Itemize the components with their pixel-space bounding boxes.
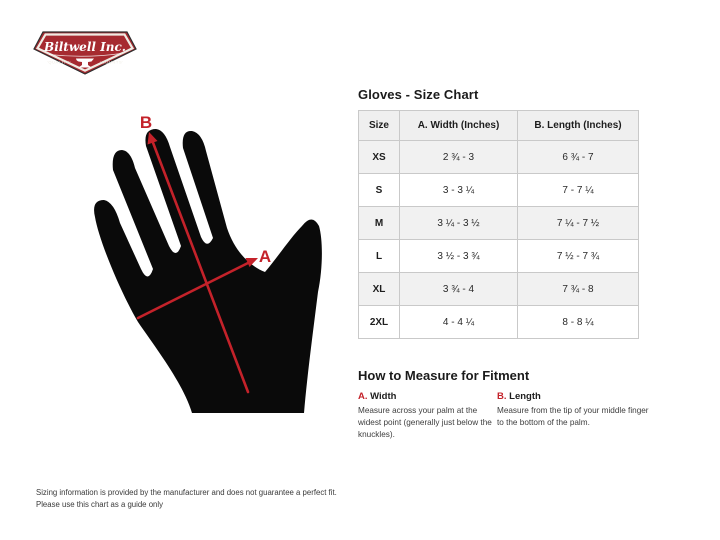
table-header-row	[359, 111, 639, 141]
table-row	[359, 174, 639, 207]
measure-length-prefix: B.	[497, 391, 507, 402]
hand-silhouette	[94, 129, 322, 413]
length-cell: 7 ½ - 7 ¾	[518, 240, 639, 273]
table-row	[359, 240, 639, 273]
width-cell: 3 ¾ - 4	[400, 273, 518, 306]
width-label: A	[258, 247, 272, 266]
length-cell: 7 ¾ - 8	[518, 273, 639, 306]
table-row	[359, 273, 639, 306]
measure-item-length	[497, 391, 649, 429]
logo-brand-text: Biltwell Inc.	[44, 40, 126, 54]
width-cell: 3 ¼ - 3 ½	[400, 207, 518, 240]
size-cell: 2XL	[359, 306, 400, 339]
measure-section-title: How to Measure for Fitment	[358, 368, 530, 383]
width-cell: 4 - 4 ¼	[400, 306, 518, 339]
measure-length-label: Length	[509, 391, 541, 402]
hand-measure-diagram	[80, 100, 340, 430]
footer-disclaimer	[36, 487, 337, 510]
width-cell: 3 ½ - 3 ¾	[400, 240, 518, 273]
biltwell-logo	[33, 30, 137, 76]
disclaimer-line-1: Sizing information is provided by the manufacturer and does not guarantee a perfect fit.	[36, 488, 337, 497]
measure-item-width	[358, 391, 492, 441]
logo-counts-text: 'COUNTS'	[100, 59, 124, 65]
column-header-width: A. Width (Inches)	[400, 111, 518, 141]
size-cell: XL	[359, 273, 400, 306]
column-header-length: B. Length (Inches)	[518, 111, 639, 141]
length-cell: 8 - 8 ¼	[518, 306, 639, 339]
disclaimer-line-2: Please use this chart as a guide only	[36, 499, 163, 509]
length-cell: 6 ¾ - 7	[518, 141, 639, 174]
width-cell: 2 ¾ - 3	[400, 141, 518, 174]
measure-length-heading	[497, 391, 649, 402]
length-label: B	[139, 113, 153, 132]
measure-width-prefix: A.	[358, 391, 368, 402]
table-row	[359, 141, 639, 174]
measure-width-label: Width	[370, 391, 397, 402]
size-cell: S	[359, 174, 400, 207]
length-cell: 7 ¼ - 7 ½	[518, 207, 639, 240]
length-cell: 7 - 7 ¼	[518, 174, 639, 207]
size-cell: M	[359, 207, 400, 240]
size-cell: L	[359, 240, 400, 273]
size-chart-title: Gloves - Size Chart	[358, 87, 479, 102]
size-cell: XS	[359, 141, 400, 174]
measure-width-text: Measure across your palm at the widest point (generally just below the knuckles).	[358, 406, 492, 439]
logo-quality-text: 'QUALITY'	[46, 59, 72, 65]
measure-width-heading	[358, 391, 492, 402]
column-header-size: Size	[359, 111, 400, 141]
table-row	[359, 306, 639, 339]
size-chart-table	[358, 110, 639, 339]
table-row	[359, 207, 639, 240]
width-cell: 3 - 3 ¼	[400, 174, 518, 207]
measure-length-text: Measure from the tip of your middle finger to the bottom of the palm.	[497, 406, 649, 427]
